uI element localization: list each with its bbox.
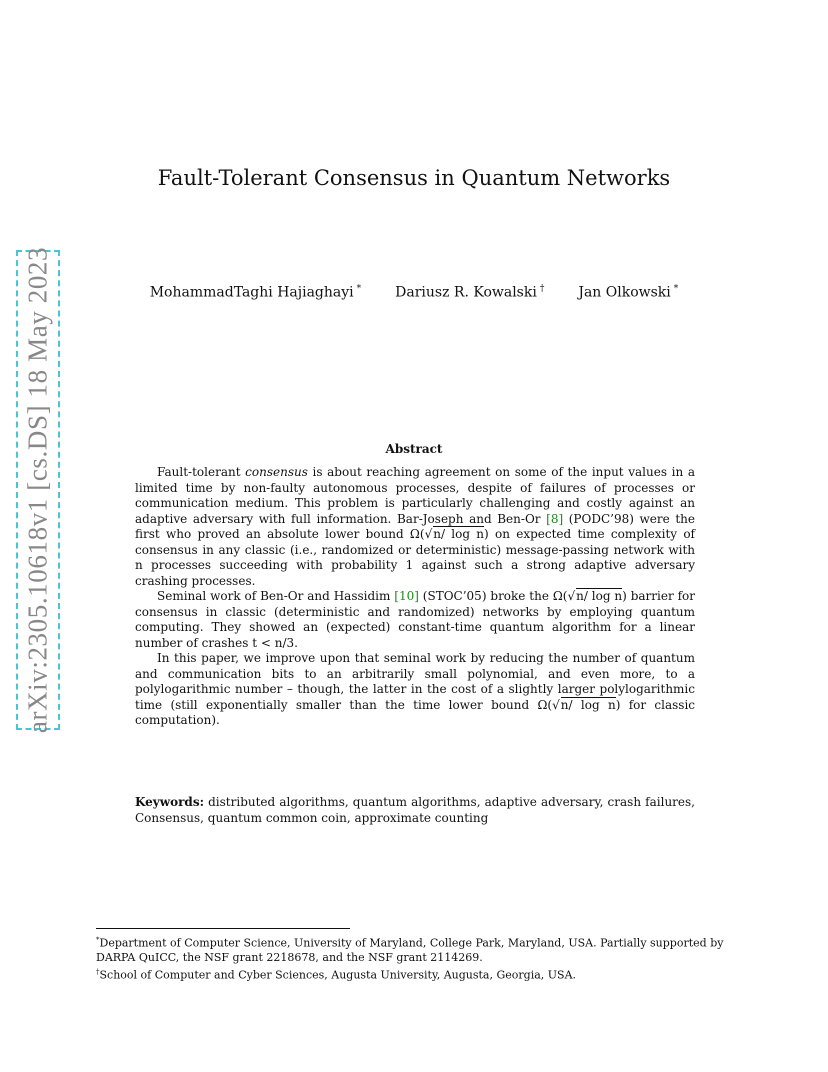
keywords	[135, 795, 695, 826]
abstract-paragraph-3: In this paper, we improve upon that seminal work by reducing the number of quantum and communication bits to an arbitrarily small polynomial, and even more, to a polylogarithmic number – though, the latter in the cost of a slightly larger polylogarithmic time (still exponentially smaller than the time lower bound Ω(√n/ log n) for classic computation).	[135, 651, 696, 727]
author-list	[0, 284, 828, 301]
abstract-paragraph-1: Fault-tolerant consensus is about reaching agreement on some of the input values in a limited time by non-faulty autonomous processes, despite of failures of processes or communication medium. This problem is particularly challenging and costly against an adaptive adversary with full information. Bar-Joseph and Ben-Or [8] (PODC’98) were the first who proved an absolute lower bound Ω(√n/ log n) on expected time complexity of consensus in any classic (i.e., randomized or deterministic) message-passing network with n processes succeeding with probability 1 against such a strong adaptive adversary crashing processes.	[135, 465, 696, 588]
author-3: Jan Olkowski *	[578, 284, 679, 301]
footnote-1: *Department of Computer Science, University of Maryland, College Park, Maryland, USA. Partially supported by DARPA QuICC, the NSF grant 2218678, and the NSF grant 2114269.	[96, 936, 724, 964]
author-2-mark: †	[539, 284, 545, 294]
arxiv-side-stamp[interactable]	[16, 246, 60, 734]
keywords-label: Keywords:	[135, 795, 205, 809]
abstract-paragraph-2: Seminal work of Ben-Or and Hassidim [10] (STOC’05) broke the Ω(√n/ log n) barrier for consensus in classic (deterministic and randomized) networks by employing quantum computing. They showed an (expected) constant-time quantum algorithm for a linear number of crashes t < n/3.	[135, 589, 696, 650]
author-1-mark: *	[356, 284, 362, 294]
citation-link-8[interactable]: [8]	[546, 511, 564, 526]
abstract-heading: Abstract	[385, 442, 443, 456]
footnote-2: †School of Computer and Cyber Sciences, Augusta University, Augusta, Georgia, USA.	[96, 967, 577, 982]
footnote-divider	[96, 928, 350, 929]
footnotes	[96, 933, 736, 982]
author-2: Dariusz R. Kowalski †	[395, 284, 545, 301]
author-1: MohammadTaghi Hajiaghayi *	[149, 284, 362, 301]
citation-link-10[interactable]: [10]	[394, 589, 419, 603]
arxiv-identifier[interactable]: arXiv:2305.10618v1 [cs.DS] 18 May 2023	[22, 246, 53, 734]
author-3-mark: *	[673, 284, 679, 294]
abstract-body	[135, 465, 695, 729]
keywords-text: distributed algorithms, quantum algorithms, adaptive adversary, crash failures, Consensus, quantum common coin, approximate counting	[135, 795, 695, 825]
paper-title: Fault-Tolerant Consensus in Quantum Networks	[157, 166, 671, 191]
